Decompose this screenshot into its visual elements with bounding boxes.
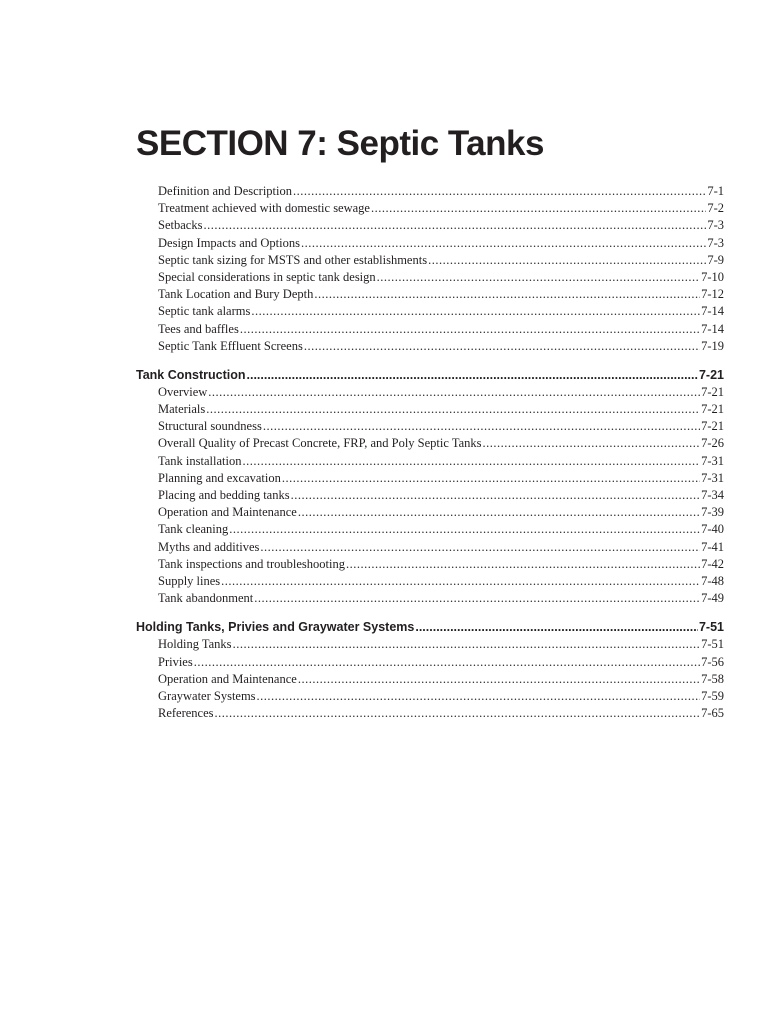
toc-entry[interactable]: [136, 539, 724, 556]
toc-entry-label: Myths and additives: [158, 539, 260, 554]
toc-entry-label: Planning and excavation: [158, 470, 281, 485]
toc-entry[interactable]: [136, 338, 724, 355]
toc-page-number: 7-21: [701, 402, 724, 417]
toc-entry[interactable]: [136, 303, 724, 320]
toc-entry-label: Tank cleaning: [158, 522, 229, 537]
toc-page-number: 7-39: [701, 505, 724, 520]
toc-section-block: [136, 618, 724, 722]
toc-page-number: 7-21: [698, 367, 724, 382]
toc-entry-label: Structural soundness: [158, 419, 262, 434]
toc-entry[interactable]: [136, 401, 724, 418]
toc-page-number: 7-1: [707, 184, 724, 198]
toc-entry[interactable]: [136, 183, 724, 200]
toc-page-number: 7-19: [701, 338, 724, 353]
dot-leader: [314, 286, 700, 303]
toc-entry[interactable]: [136, 705, 724, 722]
toc-entry-label: Graywater Systems: [158, 688, 256, 703]
dot-leader: [371, 200, 706, 217]
dot-leader: [208, 384, 700, 401]
toc-page-number: 7-3: [707, 235, 724, 250]
toc-entry-label: Design Impacts and Options: [158, 235, 300, 250]
toc-section-block: [136, 366, 724, 607]
dot-leader: [346, 556, 700, 573]
toc-page-number: 7-10: [701, 269, 724, 284]
toc-page-number: 7-12: [701, 287, 724, 302]
toc-entry-label: Tank inspections and troubleshooting: [158, 556, 345, 571]
dot-leader: [428, 252, 706, 269]
toc-entry[interactable]: [136, 521, 724, 538]
toc-entry-label: Supply lines: [158, 573, 221, 588]
toc-entry-label: Setbacks: [158, 218, 203, 233]
toc-entry-label: Septic Tank Effluent Screens: [158, 338, 303, 353]
toc-page-number: 7-21: [701, 384, 724, 399]
toc-intro-list: [136, 183, 724, 355]
dot-leader: [415, 618, 698, 636]
dot-leader: [298, 671, 700, 688]
toc-entry-label: Overview: [158, 384, 208, 399]
toc-page-number: 7-14: [701, 321, 724, 336]
dot-leader: [377, 269, 700, 286]
toc-page-number: 7-51: [701, 637, 724, 652]
toc-entry-label: Septic tank alarms: [158, 304, 251, 319]
dot-leader: [240, 321, 700, 338]
toc-page-number: 7-34: [701, 488, 724, 502]
toc-entry[interactable]: [136, 384, 724, 401]
toc-page-number: 7-48: [701, 573, 724, 588]
toc-entry-label: References: [158, 706, 214, 721]
dot-leader: [260, 539, 700, 556]
page-title: SECTION 7: Septic Tanks: [136, 124, 544, 163]
toc-entry[interactable]: [136, 235, 724, 252]
toc-entry[interactable]: [136, 671, 724, 688]
toc-entry[interactable]: [136, 590, 724, 607]
toc-entry[interactable]: [136, 556, 724, 573]
dot-leader: [282, 470, 700, 487]
toc-page-number: 7-59: [701, 688, 724, 703]
toc-entry-label: Septic tank sizing for MSTS and other establishments: [158, 252, 428, 267]
dot-leader: [233, 636, 701, 653]
dot-leader: [301, 235, 706, 252]
dot-leader: [229, 521, 700, 538]
toc-entry[interactable]: [136, 269, 724, 286]
toc-entry-label: Treatment achieved with domestic sewage: [158, 201, 370, 216]
toc-entry-label: Tank installation: [158, 453, 242, 468]
dot-leader: [242, 453, 700, 470]
toc-entry[interactable]: [136, 453, 724, 470]
dot-leader: [483, 435, 701, 452]
dot-leader: [254, 590, 700, 607]
dot-leader: [247, 366, 698, 384]
toc-entry[interactable]: [136, 573, 724, 590]
dot-leader: [194, 654, 700, 671]
toc-entry[interactable]: [136, 217, 724, 234]
toc-page-number: 7-65: [701, 706, 724, 721]
toc-page-number: 7-21: [701, 419, 724, 434]
dot-leader: [298, 504, 700, 521]
toc-page-number: 7-31: [701, 470, 724, 485]
dot-leader: [263, 418, 700, 435]
toc-entry-label: Operation and Maintenance: [158, 671, 297, 686]
dot-leader: [206, 401, 700, 418]
toc-entry-label: Tank abandonment: [158, 591, 254, 606]
toc-entry-label: Materials: [158, 402, 206, 417]
toc-entry[interactable]: [136, 654, 724, 671]
toc-entry[interactable]: [136, 200, 724, 217]
toc-heading-label: Holding Tanks, Privies and Graywater Systems: [136, 620, 415, 635]
toc-entry[interactable]: [136, 435, 724, 452]
dot-leader: [203, 217, 706, 234]
toc-entry-label: Placing and bedding tanks: [158, 488, 290, 502]
table-of-contents: [136, 183, 724, 722]
toc-entry-label: Tank Location and Bury Depth: [158, 287, 314, 302]
dot-leader: [215, 705, 701, 722]
toc-entry[interactable]: [136, 636, 724, 653]
toc-sections: [136, 366, 724, 722]
toc-entry[interactable]: [136, 504, 724, 521]
dot-leader: [304, 338, 700, 355]
dot-leader: [257, 688, 701, 705]
toc-entry[interactable]: [136, 487, 724, 504]
toc-entry-label: Special considerations in septic tank design: [158, 269, 376, 284]
toc-entry-label: Tees and baffles: [158, 321, 239, 336]
dot-leader: [221, 573, 700, 590]
toc-page-number: 7-49: [701, 591, 724, 606]
toc-page-number: 7-42: [701, 556, 724, 571]
dot-leader: [291, 487, 701, 504]
toc-page-number: 7-31: [701, 453, 724, 468]
toc-page-number: 7-40: [701, 522, 724, 537]
toc-entry-label: Holding Tanks: [158, 637, 232, 652]
dot-leader: [251, 303, 700, 320]
toc-entry-label: Overall Quality of Precast Concrete, FRP, and Poly Septic Tanks: [158, 436, 482, 451]
toc-entry[interactable]: [136, 688, 724, 705]
toc-page-number: 7-14: [701, 304, 724, 319]
toc-entry-label: Definition and Description: [158, 184, 292, 198]
toc-page-number: 7-9: [707, 252, 724, 267]
toc-entry[interactable]: [136, 286, 724, 303]
toc-heading-label: Tank Construction: [136, 367, 246, 382]
toc-page-number: 7-41: [701, 539, 724, 554]
toc-section-heading[interactable]: [136, 618, 724, 636]
toc-entry-label: Operation and Maintenance: [158, 505, 297, 520]
toc-entry-label: Privies: [158, 654, 193, 669]
toc-page-number: 7-56: [701, 654, 724, 669]
toc-page-number: 7-58: [701, 671, 724, 686]
toc-entry[interactable]: [136, 470, 724, 487]
toc-page-number: 7-2: [707, 201, 724, 216]
dot-leader: [293, 183, 706, 200]
toc-page-number: 7-51: [698, 620, 724, 635]
toc-entry[interactable]: [136, 252, 724, 269]
toc-section-heading[interactable]: [136, 366, 724, 384]
toc-entry[interactable]: [136, 418, 724, 435]
toc-page-number: 7-26: [701, 436, 724, 451]
toc-entry[interactable]: [136, 321, 724, 338]
toc-page-number: 7-3: [707, 218, 724, 233]
